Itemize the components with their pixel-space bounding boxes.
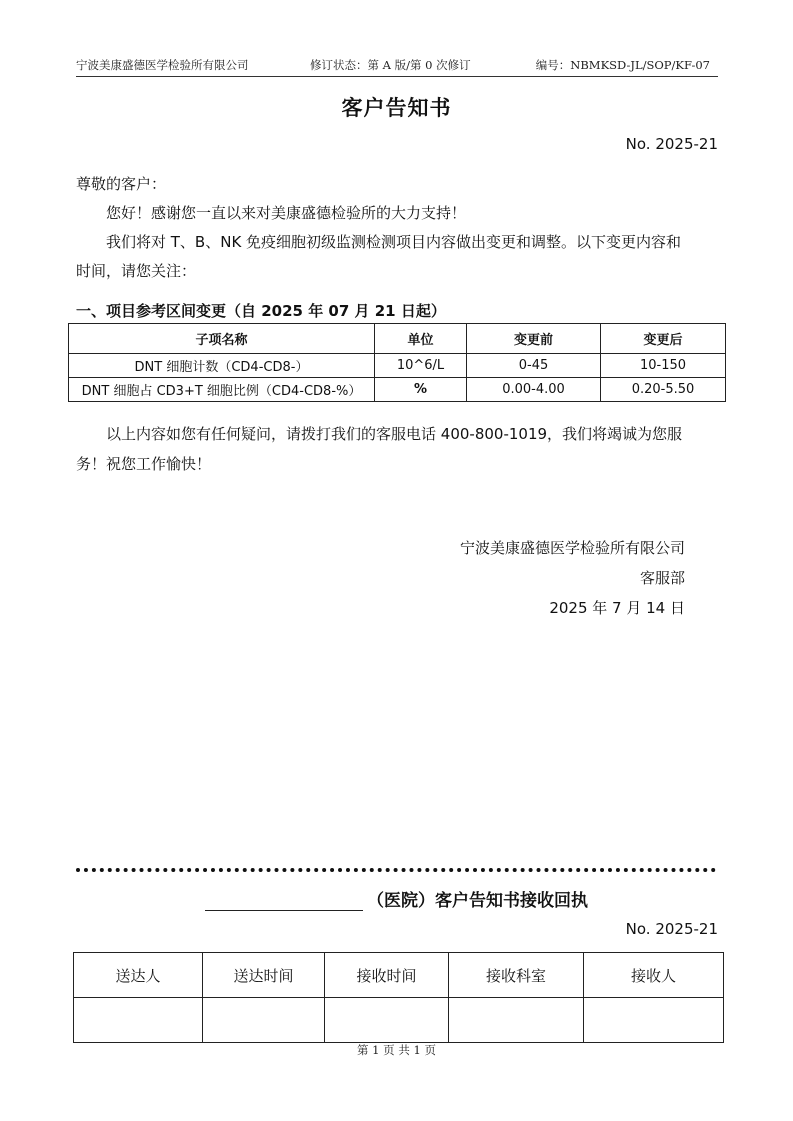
receipt-title-text: （医院）客户告知书接收回执 — [367, 891, 588, 911]
col-header-after: 变更后 — [601, 324, 726, 354]
receipt-header-row — [74, 953, 724, 998]
col-header-send-time: 送达时间 — [203, 953, 325, 998]
receipt-table — [73, 952, 724, 1043]
col-header-sender: 送达人 — [74, 953, 203, 998]
signature-date: 2025 年 7 月 14 日 — [549, 599, 685, 617]
change-table — [68, 323, 726, 402]
receive-dept-cell[interactable] — [449, 998, 584, 1043]
header-revision: 修订状态：第 A 版/第 0 次修订 — [310, 58, 471, 72]
receipt-number: No. 2025-21 — [625, 920, 718, 938]
table-header-row — [69, 324, 726, 354]
col-header-receive-time: 接收时间 — [325, 953, 449, 998]
closing-line-1: 以上内容如您有任何疑问，请拨打我们的客服电话 400-800-1019，我们将竭诚为您服 — [106, 425, 683, 443]
header-company: 宁波美康盛德医学检验所有限公司 — [76, 58, 249, 72]
cell-after: 10-150 — [601, 354, 726, 378]
cell-after: 0.20-5.50 — [601, 378, 726, 402]
document-number: No. 2025-21 — [625, 135, 718, 153]
receiver-cell[interactable] — [584, 998, 724, 1043]
col-header-before: 变更前 — [467, 324, 601, 354]
cell-item: DNT 细胞计数（CD4-CD8-） — [69, 354, 375, 378]
table-row — [69, 354, 726, 378]
col-header-unit: 单位 — [375, 324, 467, 354]
col-header-item: 子项名称 — [69, 324, 375, 354]
salutation: 尊敬的客户： — [76, 175, 167, 193]
signature-dept: 客服部 — [639, 569, 685, 587]
hospital-name-blank[interactable] — [205, 892, 363, 911]
receipt-input-row — [74, 998, 724, 1043]
receive-time-cell[interactable] — [325, 998, 449, 1043]
cell-before: 0-45 — [467, 354, 601, 378]
cell-before: 0.00-4.00 — [467, 378, 601, 402]
col-header-receiver: 接收人 — [584, 953, 724, 998]
receipt-title — [0, 886, 793, 911]
closing-line-2: 务！祝您工作愉快！ — [76, 455, 212, 473]
intro-line-1: 我们将对 T、B、NK 免疫细胞初级监测检测项目内容做出变更和调整。以下变更内容和 — [106, 233, 682, 251]
cell-unit: % — [375, 378, 467, 402]
header-code: 编号：NBMKSD-JL/SOP/KF-07 — [535, 58, 710, 72]
sender-cell[interactable] — [74, 998, 203, 1043]
send-time-cell[interactable] — [203, 998, 325, 1043]
table-row — [69, 378, 726, 402]
intro-line-2: 时间，请您关注： — [76, 262, 197, 280]
section-title: 一、项目参考区间变更（自 2025 年 07 月 21 日起） — [76, 302, 446, 320]
page-header — [76, 57, 718, 75]
cell-unit: 10^6/L — [375, 354, 467, 378]
signature-company: 宁波美康盛德医学检验所有限公司 — [459, 539, 685, 557]
cell-item: DNT 细胞占 CD3+T 细胞比例（CD4-CD8-%） — [69, 378, 375, 402]
greeting: 您好！感谢您一直以来对美康盛德检验所的大力支持！ — [106, 204, 467, 222]
cut-line — [76, 868, 716, 872]
page-footer: 第 1 页 共 1 页 — [357, 1043, 436, 1057]
document-title: 客户告知书 — [341, 96, 452, 120]
col-header-receive-dept: 接收科室 — [449, 953, 584, 998]
header-divider — [76, 76, 718, 77]
